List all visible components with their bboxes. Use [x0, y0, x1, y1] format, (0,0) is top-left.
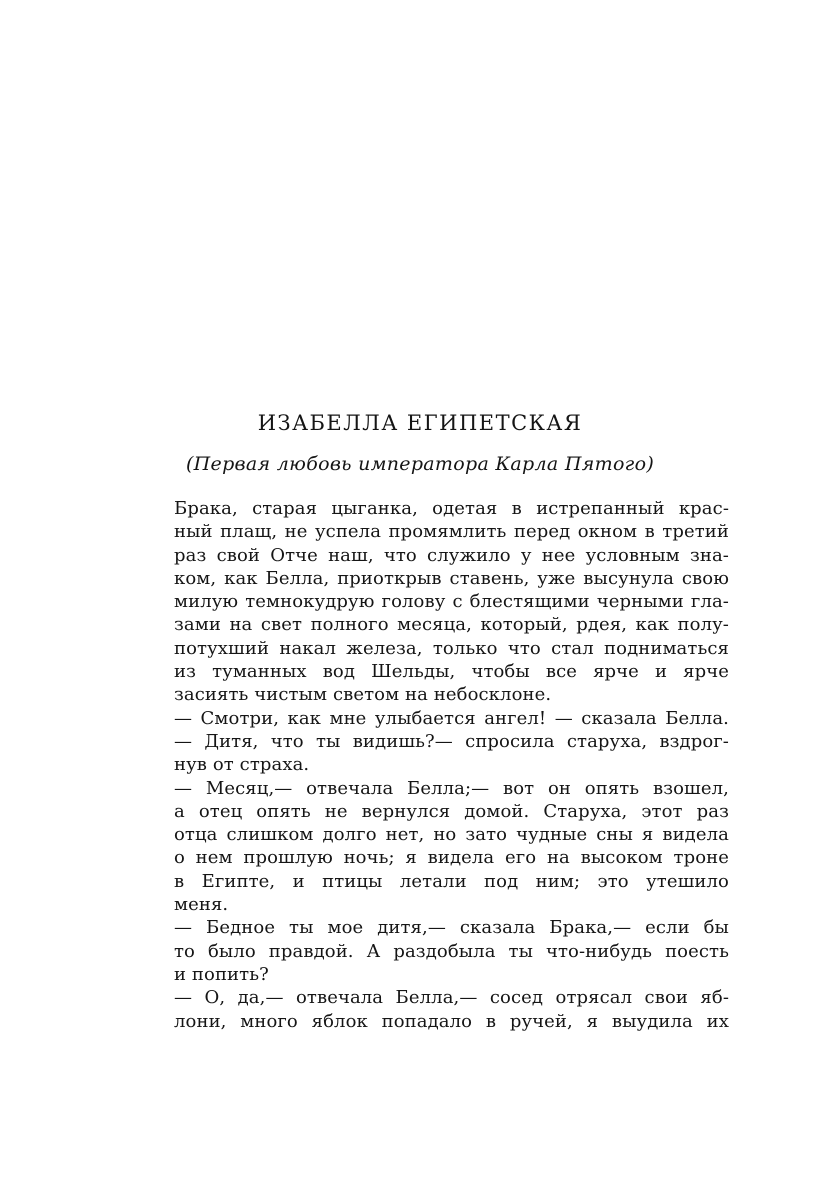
text-line: — О, да,— отвечала Белла,— сосед отрясал свои яб-: [174, 987, 729, 1009]
text-line: — Бедное ты мое дитя,— сказала Брака,— если бы: [174, 917, 729, 939]
text-line: потухший накал железа, только что стал подниматься: [174, 637, 729, 659]
text-line: — Месяц,— отвечала Белла;— вот он опять взошел,: [174, 777, 729, 799]
text-line: лони, много яблок попадало в ручей, я выудила их: [174, 1010, 729, 1032]
text-line: о нем прошлую ночь; я видела его на высоком троне: [174, 847, 729, 869]
text-line: отца слишком долго нет, но зато чудные сны я видела: [174, 824, 729, 846]
text-line: засиять чистым светом на небосклоне.: [174, 684, 552, 706]
text-line: меня.: [174, 894, 229, 916]
text-line: зами на свет полного месяца, который, рдея, как полу-: [174, 614, 729, 636]
chapter-subtitle: (Первая любовь императора Карла Пятого): [185, 453, 655, 475]
text-line: милую темнокудрую голову с блестящими черными гла-: [174, 591, 729, 613]
text-line: — Дитя, что ты видишь?— спросила старуха, вздрог-: [174, 730, 729, 752]
text-line: раз свой Отче наш, что служило у нее условным зна-: [174, 544, 729, 566]
text-line: нув от страха.: [174, 754, 310, 776]
text-line: то было правдой. А раздобыла ты что-нибудь поесть: [174, 940, 729, 962]
body-text: [174, 497, 729, 1033]
text-line: Брака, старая цыганка, одетая в истрепанный крас-: [174, 498, 729, 519]
chapter-title: ИЗАБЕЛЛА ЕГИПЕТСКАЯ: [257, 411, 583, 435]
text-line: в Египте, и птицы летали под ним; это утешило: [174, 870, 729, 892]
text-line: а отец опять не вернулся домой. Старуха, этот раз: [174, 800, 729, 822]
text-line: ный плащ, не успела промямлить перед окном в третий: [174, 521, 729, 543]
text-line: и попить?: [174, 963, 269, 985]
text-line: ком, как Белла, приоткрыв ставень, уже высунула свою: [174, 567, 729, 589]
text-line: — Смотри, как мне улыбается ангел! — сказала Белла.: [174, 707, 729, 729]
text-line: из туманных вод Шельды, чтобы все ярче и ярче: [174, 661, 729, 683]
